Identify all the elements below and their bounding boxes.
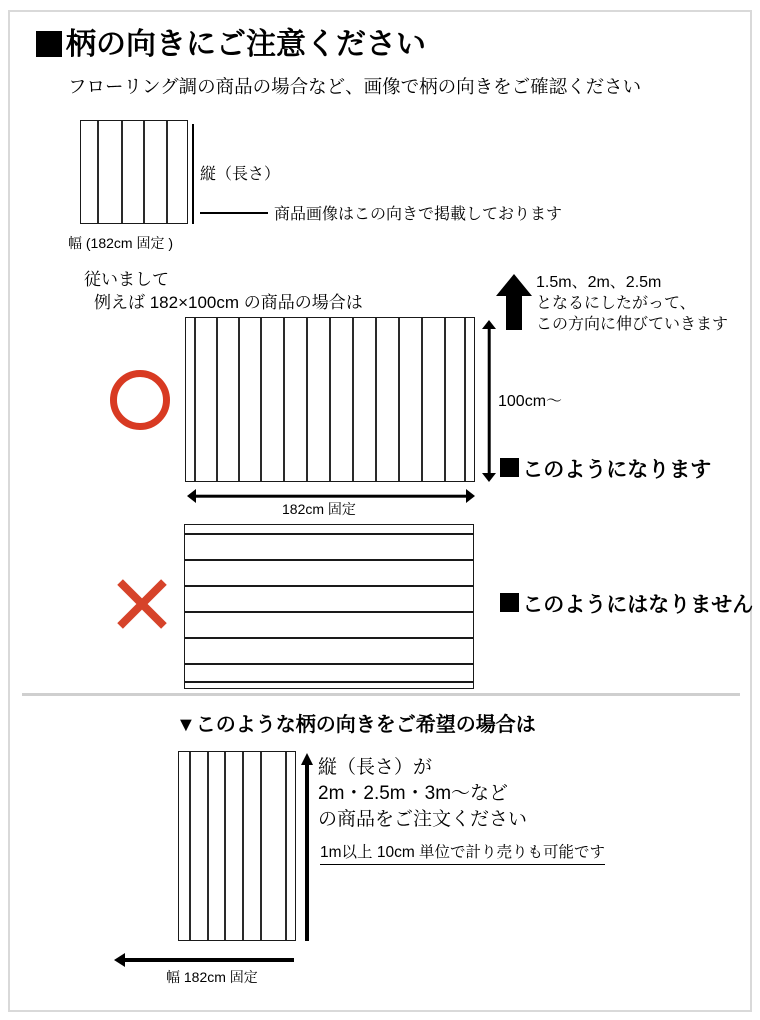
section-bottom-heading xyxy=(176,715,536,735)
plank-line xyxy=(285,752,287,940)
plank-line xyxy=(166,121,168,223)
plank-line xyxy=(194,318,196,481)
plank-line xyxy=(185,681,473,683)
result-bullet-icon xyxy=(500,593,519,612)
wrong-result-label xyxy=(500,593,753,615)
plank-line xyxy=(207,752,209,940)
correct-example-diagram xyxy=(185,317,475,482)
page-title xyxy=(36,30,426,60)
growth-note-line-1: 1.5m、2m、2.5m xyxy=(536,274,662,291)
growth-note-line-3: この方向に伸びていきます xyxy=(536,316,729,333)
plank-lines-group xyxy=(81,121,187,223)
desired-orientation-diagram xyxy=(178,751,296,941)
arrow-shaft xyxy=(194,495,468,498)
plank-line xyxy=(185,663,473,665)
plank-line xyxy=(97,121,99,223)
plank-line xyxy=(444,318,446,481)
bottom-width-label: 幅 182cm 固定 xyxy=(166,969,258,985)
plank-line xyxy=(185,533,473,535)
bottom-width-arrow xyxy=(114,953,294,967)
sample-callout-text: 商品画像はこの向きで掲載しております xyxy=(274,206,563,223)
plank-line xyxy=(306,318,308,481)
plank-line xyxy=(185,611,473,613)
arrow-head-right-icon xyxy=(466,489,475,503)
plank-line xyxy=(242,752,244,940)
title-bullet-icon xyxy=(36,31,62,57)
plank-line xyxy=(189,752,191,940)
sample-plank-diagram xyxy=(80,120,188,224)
ok-circle-icon xyxy=(110,370,170,430)
plank-line xyxy=(224,752,226,940)
arrow-head-down-icon xyxy=(482,473,496,482)
plank-line xyxy=(185,585,473,587)
plank-line xyxy=(421,318,423,481)
sample-width-label: 幅 (182cm 固定 ) xyxy=(68,235,174,251)
plank-lines-group xyxy=(185,525,473,688)
ng-cross-icon xyxy=(112,574,172,634)
plank-line xyxy=(260,318,262,481)
plank-lines-group xyxy=(179,752,295,940)
intro-line-1: 従いまして xyxy=(84,270,169,289)
plank-line xyxy=(216,318,218,481)
plank-lines-group xyxy=(186,318,474,481)
plank-line xyxy=(185,637,473,639)
plank-line xyxy=(121,121,123,223)
sample-length-label: 縦（長さ） xyxy=(200,166,281,183)
desired-note-line-2: 2m・2.5m・3m〜など xyxy=(318,783,509,804)
plank-line xyxy=(464,318,466,481)
wrong-example-diagram xyxy=(184,524,474,689)
section-bottom-heading-text: このような柄の向きをご希望の場合は xyxy=(195,714,536,736)
arrow-shaft xyxy=(488,327,491,475)
growth-direction-arrow-icon xyxy=(496,274,532,330)
plank-line xyxy=(260,752,262,940)
height-measure-arrow xyxy=(482,320,496,482)
page-subtitle: フローリング調の商品の場合など、画像で柄の向きをご確認ください xyxy=(68,76,642,97)
arrow-shaft xyxy=(123,958,294,962)
plank-line xyxy=(238,318,240,481)
growth-note-line-2: となるにしたがって、 xyxy=(536,295,696,312)
plank-line xyxy=(352,318,354,481)
sample-vertical-guide xyxy=(192,124,194,224)
triangle-down-icon: ▼ xyxy=(176,714,196,736)
correct-result-text: このようになります xyxy=(522,458,712,482)
plank-line xyxy=(375,318,377,481)
plank-line xyxy=(398,318,400,481)
result-bullet-icon xyxy=(500,458,519,477)
correct-width-label: 182cm 固定 xyxy=(282,501,356,517)
wrong-result-text: このようにはなりません xyxy=(522,593,754,617)
measure-sale-note-wrap xyxy=(320,840,605,865)
plank-line xyxy=(143,121,145,223)
measure-sale-note: 1m以上 10cm 単位で計り売りも可能です xyxy=(320,840,605,865)
diagram-page xyxy=(8,10,752,1012)
plank-line xyxy=(283,318,285,481)
intro-line-2: 例えば 182×100cm の商品の場合は xyxy=(94,293,363,312)
desired-note-line-1: 縦（長さ）が xyxy=(318,757,433,778)
section-divider xyxy=(22,693,740,696)
correct-height-label: 100cm〜 xyxy=(498,393,563,410)
plank-line xyxy=(329,318,331,481)
correct-result-label xyxy=(500,458,711,480)
plank-line xyxy=(185,559,473,561)
arrow-shaft xyxy=(305,763,309,941)
page-title-text: 柄の向きにご注意ください xyxy=(66,28,426,61)
callout-connector-line xyxy=(200,212,268,214)
length-direction-arrow xyxy=(300,753,314,941)
desired-note-line-3: の商品をご注文ください xyxy=(318,809,528,830)
